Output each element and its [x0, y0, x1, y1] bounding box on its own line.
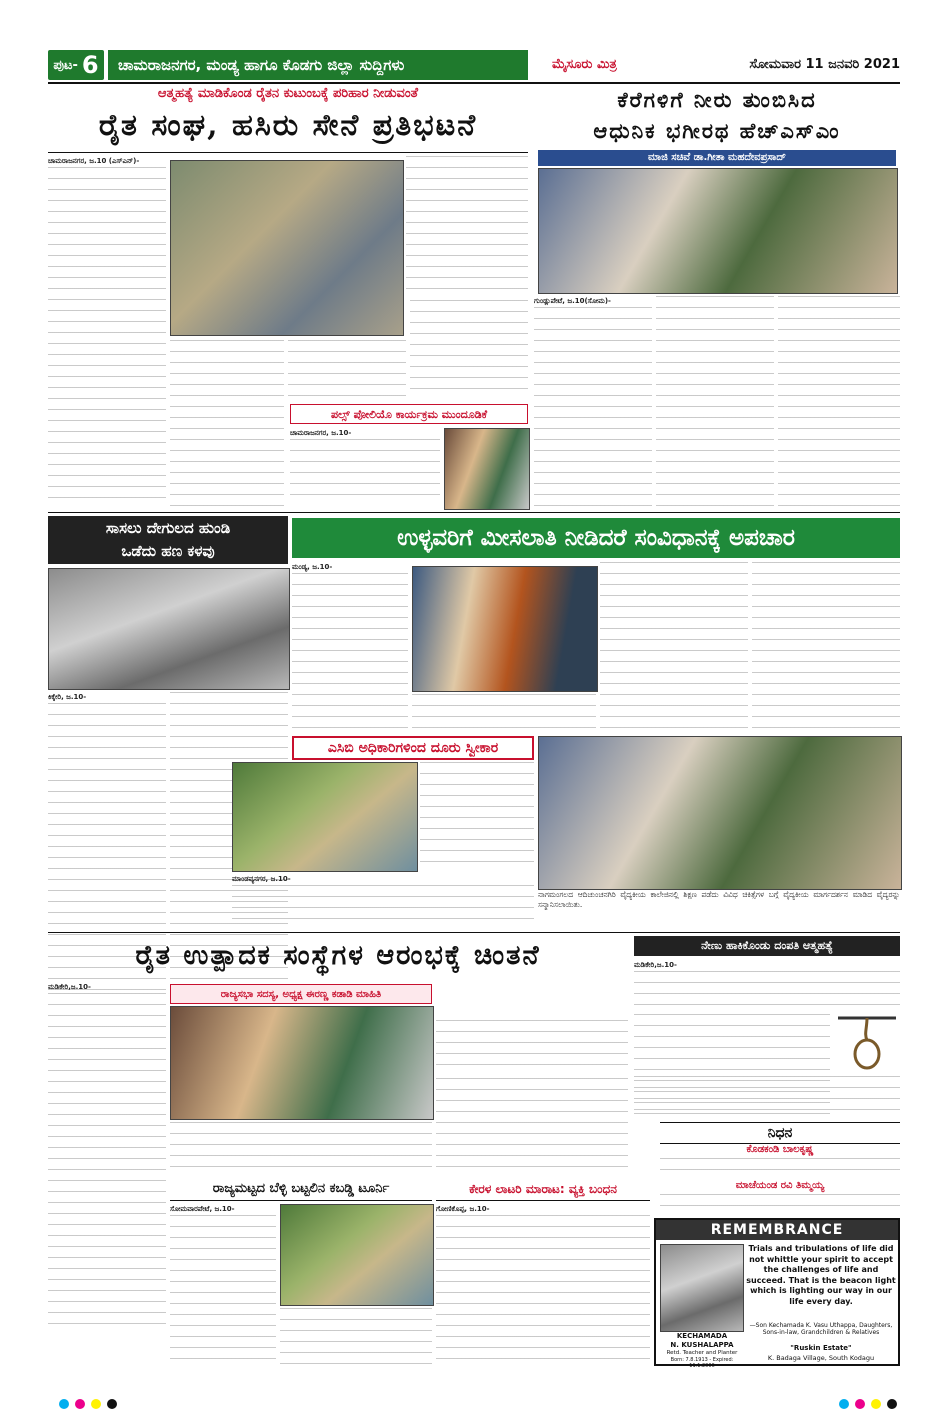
- text-lines: [280, 1308, 432, 1364]
- text-lines: [634, 1076, 900, 1118]
- issue-date: ಸೋಮವಾರ 11 ಜನವರಿ 2021: [749, 57, 900, 72]
- text-lines: [292, 573, 408, 731]
- remembrance-title: REMEMBRANCE: [656, 1220, 898, 1240]
- color-registration-marks-right: [780, 1394, 900, 1408]
- color-registration-marks: [56, 1394, 176, 1408]
- page-number-badge: [48, 50, 104, 80]
- text-lines: [600, 562, 748, 730]
- remembrance-ad: [654, 1218, 900, 1369]
- story10-column1: [170, 1204, 276, 1364]
- text-lines: [48, 167, 166, 507]
- cyan-dot: [59, 1399, 69, 1409]
- story6-headline: ಎಸಿಬಿ ಅಧಿಕಾರಿಗಳಿಂದ ದೂರು ಸ್ವೀಕಾರ: [292, 736, 534, 760]
- noose-icon: [834, 1014, 900, 1074]
- obituary-text2: [660, 1194, 900, 1216]
- text-lines: [752, 562, 900, 730]
- divider: [48, 512, 900, 513]
- text-lines: [778, 296, 900, 506]
- story5-event-photo: [412, 566, 598, 692]
- header-rule: [48, 82, 900, 84]
- story5-dateline: ಮಂಡ್ಯ, ಜ.10-: [292, 563, 333, 571]
- section-title: ಚಾಮರಾಜನಗರ, ಮಂಡ್ಯ ಹಾಗೂ ಕೊಡಗು ಜಿಲ್ಲಾ ಸುದ್ದಿಗಳು: [108, 50, 528, 80]
- story9-headline: ನೇಣು ಹಾಕಿಕೊಂಡು ದಂಪತಿ ಆತ್ಮಹತ್ಯೆ: [634, 936, 900, 956]
- text-lines: [656, 296, 774, 506]
- story9-dateline: ಮಡಿಕೇರಿ,ಜ.10-: [634, 961, 677, 969]
- text-lines: [436, 1215, 650, 1363]
- story5-column3: [600, 562, 748, 732]
- story8-subhead: ರಾಜ್ಯಸಭಾ ಸದಸ್ಯ, ಅಧ್ಯಕ್ಷ ಈರಣ್ಣ ಕಡಾಡಿ ಮಾಹಿತಿ: [170, 984, 432, 1004]
- text-lines: [436, 1020, 628, 1072]
- cyan-dot: [839, 1399, 849, 1409]
- text-lines: [660, 1158, 900, 1180]
- noose-illustration: [834, 1014, 900, 1074]
- text-lines: [660, 1194, 900, 1216]
- story1-headline: ರೈತ ಸಂಘ, ಹಸಿರು ಸೇನೆ ಪ್ರತಿಭಟನೆ: [98, 108, 478, 143]
- story4-headline-line2: ಒಡೆದು ಹಣ ಕಳವು: [121, 542, 215, 560]
- story8-column4: [436, 1078, 628, 1174]
- remembrance-dates: Born: 7.8.1913 - Expired: 11.1.2006: [670, 1357, 734, 1369]
- story2-headline-line2: ಆಧುನಿಕ ಭಗೀರಥ ಹೆಚ್‌ಎಸ್‌ಎಂ: [593, 118, 841, 143]
- remembrance-portrait: [660, 1244, 744, 1332]
- story11-headline: ಕೇರಳ ಲಾಟರಿ ಮಾರಾಟ: ವ್ಯಕ್ತಿ ಬಂಧನ: [436, 1178, 650, 1201]
- remembrance-name-line1: KECHAMADA: [676, 1332, 728, 1340]
- story3-headline: ಪಲ್ಸ್ ಪೋಲಿಯೊ ಕಾರ್ಯಕ್ರಮ ಮುಂದೂಡಿಕೆ: [290, 404, 528, 424]
- text-lines: [290, 439, 440, 505]
- story10-column2: [280, 1308, 432, 1364]
- story3-dateline: ಚಾಮರಾಜನಗರ, ಜ.10-: [290, 429, 352, 437]
- story1-column4: [170, 340, 284, 508]
- story1-column3: [406, 156, 528, 296]
- remembrance-address: K. Badaga Village, South Kodagu: [767, 1354, 875, 1362]
- story11-text: [436, 1204, 650, 1364]
- story7-felicitation-photo: [538, 736, 902, 890]
- remembrance-name-line2: N. KUSHALAPPA: [670, 1341, 734, 1349]
- story5-column2: [412, 694, 596, 732]
- text-lines: [412, 694, 596, 732]
- text-lines: [634, 971, 900, 1011]
- story6-meeting-photo: [232, 762, 418, 872]
- story4-headline-box: [48, 516, 288, 564]
- page-number: 6: [81, 51, 99, 79]
- obituary-name2: ಮಾಚೆಯಂಡ ರವಿ ತಿಮ್ಮಯ್ಯ: [735, 1180, 825, 1191]
- text-lines: [436, 1078, 628, 1172]
- story10-kabaddi-photo: [280, 1204, 434, 1306]
- yellow-dot: [871, 1399, 881, 1409]
- story4-temple-photo: [48, 568, 290, 690]
- story1-column1: [48, 156, 166, 508]
- text-lines: [170, 340, 284, 506]
- story2-subhead: ಮಾಜಿ ಸಚಿವೆ ಡಾ.ಗೀತಾ ಮಹದೇವಪ್ರಸಾದ್: [538, 150, 896, 166]
- text-lines: [288, 340, 406, 398]
- story8-seminar-photo: [170, 1006, 434, 1120]
- obituary-text1: [660, 1158, 900, 1180]
- text-lines: [170, 1215, 276, 1363]
- story1-column5: [288, 340, 406, 398]
- story11-dateline: ಗೋಣಿಕೊಪ್ಪ, ಜ.10-: [436, 1205, 490, 1213]
- story2-column3: [778, 296, 900, 508]
- obituary-title: ನಿಧನ: [660, 1122, 900, 1144]
- story10-dateline: ಸೋಮವಾರಪೇಟೆ, ಜ.10-: [170, 1205, 235, 1213]
- story8-column2: [436, 1020, 628, 1074]
- story2-headline-line1: ಕೆರೆಗಳಿಗೆ ನೀರು ತುಂಬಿಸಿದ: [617, 87, 817, 112]
- story2-event-photo: [538, 168, 898, 294]
- story1-protest-photo: [170, 160, 404, 336]
- black-dot: [887, 1399, 897, 1409]
- remembrance-estate: "Ruskin Estate": [790, 1344, 852, 1352]
- story8-dateline: ಮಡಿಕೇರಿ,ಜ.10-: [48, 983, 91, 991]
- page-label: ಪುಟ-: [53, 57, 78, 73]
- magenta-dot: [75, 1399, 85, 1409]
- text-lines: [48, 993, 166, 1325]
- divider: [48, 152, 528, 153]
- story4-headline-line1: ಸಾಸಲು ದೇಗುಲದ ಹುಂಡಿ: [105, 519, 231, 537]
- obituary-name1: ಕೊಡಕಂಡಿ ಬಾಲಕೃಷ್ಣ: [746, 1144, 814, 1155]
- remembrance-quote: Trials and tribulations of life did not whittle your spirit to accept the challenges of life and succeed. That is the beacon light which is lighting our way in our life every day.: [746, 1244, 896, 1306]
- text-lines: [420, 762, 534, 868]
- story3-text: [290, 428, 440, 508]
- remembrance-role: Retd. Teacher and Planter: [666, 1350, 738, 1356]
- story2-column1: [534, 296, 652, 508]
- story5-headline: ಉಳ್ಳವರಿಗೆ ಮೀಸಲಾತಿ ನೀಡಿದರೆ ಸಂವಿಧಾನಕ್ಕೆ ಅಪಚಾರ: [292, 518, 900, 558]
- text-lines: [406, 156, 528, 292]
- story10-headline: ರಾಜ್ಯಮಟ್ಟದ ಬೆಳ್ಳಿ ಬಟ್ಟಲಿನ ಕಬಡ್ಡಿ ಟೂರ್ನಿ: [170, 1178, 432, 1201]
- story2-column2: [656, 296, 774, 508]
- newspaper-brand: ಮೈಸೂರು ಮಿತ್ರ: [552, 57, 617, 72]
- story1-dateline: ಚಾಮರಾಜನಗರ, ಜ.10 (ಎಸ್‌ಎನ್)-: [48, 157, 140, 165]
- story8-headline: ರೈತ ಉತ್ಪಾದಕ ಸಂಸ್ಥೆಗಳ ಆರಂಭಕ್ಕೆ ಚಿಂತನೆ: [135, 940, 541, 971]
- story5-column4: [752, 562, 900, 732]
- magenta-dot: [855, 1399, 865, 1409]
- story6-column1: [420, 762, 534, 870]
- story8-column1: [48, 982, 166, 1326]
- story1-kicker: ಆತ್ಮಹತ್ಯೆ ಮಾಡಿಕೊಂಡ ರೈತನ ಕುಟುಂಬಕ್ಕೆ ಪರಿಹಾರ ನೀಡುವಂತೆ: [157, 86, 419, 101]
- story3-polio-photo: [444, 428, 530, 510]
- story6-dateline: ಮಾಂಡವ್ಯನಗರ, ಜ.10-: [232, 875, 291, 883]
- story8-column3: [170, 1122, 432, 1174]
- story9-column1: [634, 960, 900, 1012]
- black-dot: [107, 1399, 117, 1409]
- story7-caption: ನಾಗಮಂಗಲದ ಆದಿಚುಂಚನಗಿರಿ ವೈದ್ಯಕೀಯ ಕಾಲೇಜಿನಲ್ಲಿ ಶಿಕ್ಷಣ ಪಡೆದು ವಿವಿಧ ಚಿಕಿತ್ಸೆಗಳ ಬಗ್ಗೆ ವೈದ್ಯಕೀಯ ಮಾರ್ಗದರ್ಶನ ಮಾಡಿದ ವೈದ್ಯರನ್ನು ಸನ್ಮಾನಿಸಲಾಯಿತು.: [538, 890, 900, 909]
- text-lines: [170, 1122, 432, 1172]
- story4-dateline: ಕಿಕ್ಕೇರಿ, ಜ.10-: [48, 693, 87, 701]
- story2-dateline: ಗುಂಡ್ಲುಪೇಟೆ, ಜ.10(ಸೋಮ)-: [534, 297, 611, 305]
- story6-column2: [232, 874, 534, 928]
- yellow-dot: [91, 1399, 101, 1409]
- story9-column3: [634, 1076, 900, 1120]
- story1-column6: [410, 300, 528, 400]
- text-lines: [410, 300, 528, 398]
- text-lines: [534, 307, 652, 507]
- text-lines: [232, 885, 534, 927]
- remembrance-from: —Son Kechamada K. Vasu Uthappa, Daughters, Sons-in-law, Grandchildren & Relatives: [749, 1322, 893, 1336]
- story5-column1: [292, 562, 408, 732]
